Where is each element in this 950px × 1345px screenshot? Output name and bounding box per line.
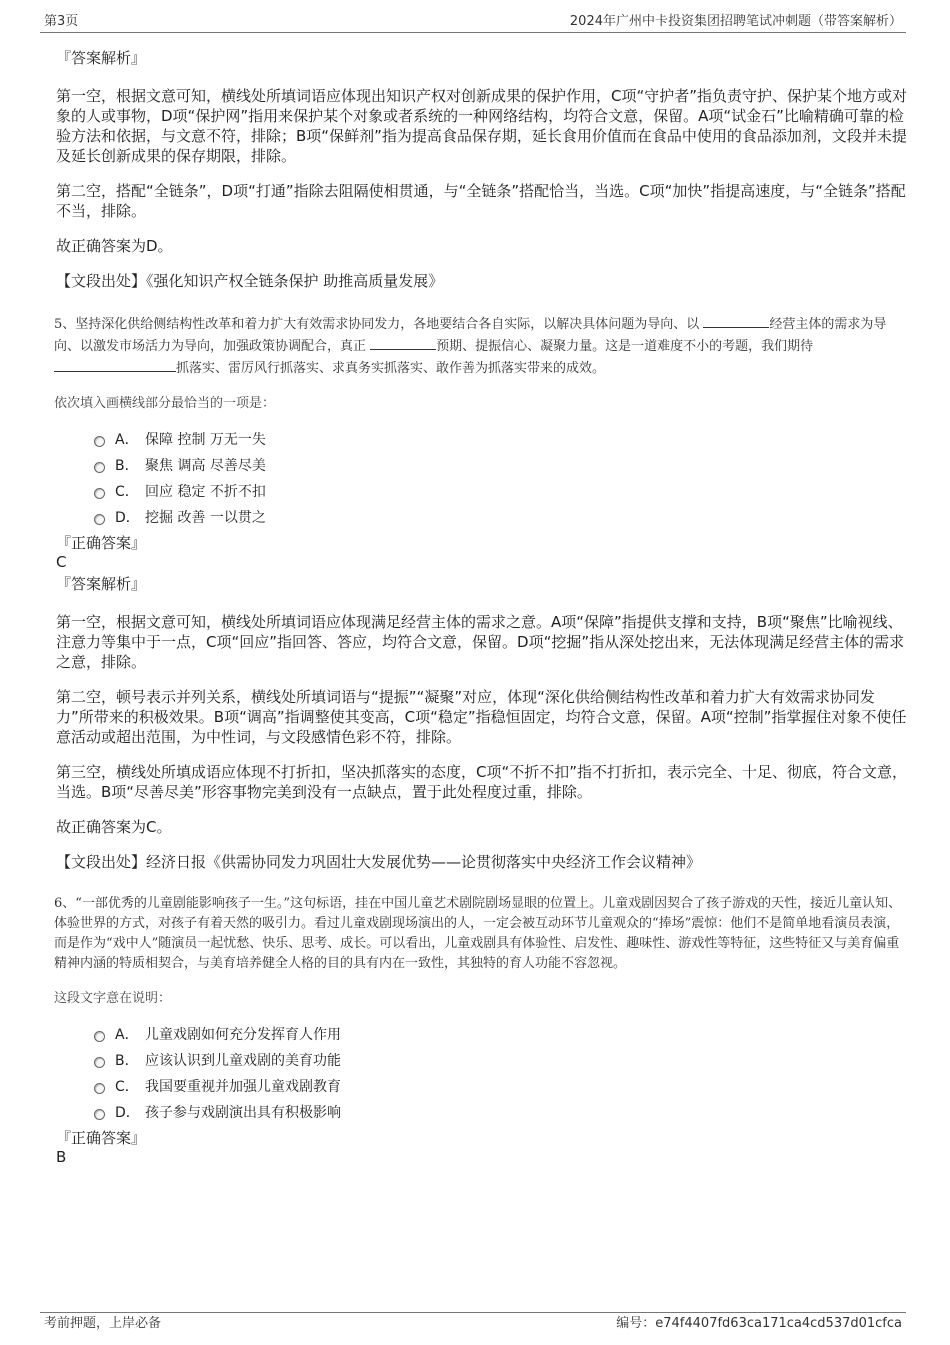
document-title: 2024年广州中卡投资集团招聘笔试冲刺题（带答案解析）	[569, 14, 902, 29]
question-6-prompt: 这段文字意在说明：	[54, 991, 172, 1006]
question-5-stem: 5、坚持深化供给侧结构性改革和着力扩大有效需求协同发力，各地要结合各自实际，以解决具体问题为导向、以 经营主体的需求为导向、以激发市场活力为导向，加强政策协调配合，真正 预期、提振信心、凝聚力量。这是一道难度不小的考题，我们期待 抓落实、雷厉风行抓落实、求真务实抓落实、敢作善为抓落实带来的成效。	[54, 313, 908, 379]
final-answer: 故正确答案为C。	[56, 818, 172, 836]
radio-icon[interactable]	[94, 488, 105, 499]
analysis-paragraph: 第三空，横线处所填成语应体现不打折扣，坚决抓落实的态度，C项“不折不扣”指不打折扣，表示完全、十足、彻底，符合文意，当选。B项“尽善尽美”形容事物完美到没有一点缺点，置于此处程度过重，排除。	[56, 763, 908, 801]
page-footer	[40, 1312, 906, 1333]
fill-blank-2	[370, 335, 436, 350]
radio-icon[interactable]	[94, 1109, 105, 1120]
question-5-options	[94, 426, 908, 530]
analysis-paragraph: 第二空，顿号表示并列关系，横线处所填词语与“提振”“凝聚”对应，体现“深化供给侧结构性改革和着力扩大有效需求协同发力”所带来的积极效果。B项“调高”指调整使其变高，C项“稳定”指稳恒固定，均符合文意，保留。A项“控制”指掌握住对象不使任意活动或超出范围，为中性词，与文段感情色彩不符，排除。	[56, 688, 907, 746]
document-code: 编号：e74f4407fd63ca171ca4cd537d01cfca	[616, 1316, 902, 1331]
document-body	[56, 48, 908, 1169]
analysis-label: 『答案解析』	[56, 49, 147, 67]
footer-slogan: 考前押题，上岸必备	[44, 1316, 162, 1331]
source-citation: 【文段出处】经济日报《供需协同发力巩固壮大发展优势——论贯彻落实中央经济工作会议精神》	[56, 853, 702, 871]
option-c[interactable]: C． 回应 稳定 不折不扣	[94, 478, 908, 504]
correct-answer-value: C	[56, 553, 67, 571]
radio-icon[interactable]	[94, 1031, 105, 1042]
source-citation: 【文段出处】《强化知识产权全链条保护 助推高质量发展》	[56, 272, 444, 290]
question-6-options	[94, 1021, 908, 1125]
analysis-paragraph: 第一空，根据文意可知，横线处所填词语应体现满足经营主体的需求之意。A项“保障”指提供支撑和支持，B项“聚焦”比喻视线、注意力等集中于一点，C项“回应”指回答、答应，均符合文意，保留。D项“挖掘”指从深处挖出来，无法体现满足经营主体的需求之意，排除。	[56, 613, 905, 671]
analysis-paragraph: 第一空，根据文意可知，横线处所填词语应体现出知识产权对创新成果的保护作用，C项“守护者”指负责守护、保护某个地方或对象的人或事物，D项“保护网”指用来保护某个对象或者系统的一种网络结构，均符合文意，保留。A项“试金石”比喻精确可靠的检验方法和依据，与文意不符，排除；B项“保鲜剂”指为提高食品保存期，延长食用价值而在食品中使用的食品添加剂，文段并未提及延长创新成果的保存期限，排除。	[56, 87, 908, 165]
question-6-stem: 6、“一部优秀的儿童剧能影响孩子一生。”这句标语，挂在中国儿童艺术剧院剧场显眼的位置上。儿童戏剧因契合了孩子游戏的天性，接近儿童认知、体验世界的方式，对孩子有着天然的吸引力。看过儿童戏剧现场演出的人，一定会被互动环节儿童观众的“捧场”震惊：他们不是简单地看演员表演，而是作为“戏中人”随演员一起忧愁、快乐、思考、成长。可以看出，儿童戏剧具有体验性、启发性、趣味性、游戏性等特征，这些特征又与美育偏重精神内涵的特质相契合，与美育培养健全人格的目的具有内在一致性，其独特的育人功能不容忽视。	[54, 896, 902, 971]
option-b[interactable]: B． 应该认识到儿童戏剧的美育功能	[94, 1047, 908, 1073]
radio-icon[interactable]	[94, 436, 105, 447]
fill-blank-3	[54, 357, 176, 372]
final-answer: 故正确答案为D。	[56, 237, 173, 255]
correct-answer-label: 『正确答案』	[56, 534, 147, 552]
radio-icon[interactable]	[94, 514, 105, 525]
radio-icon[interactable]	[94, 1083, 105, 1094]
option-d[interactable]: D． 挖掘 改善 一以贯之	[94, 504, 908, 530]
page-number: 第3页	[44, 14, 79, 29]
option-a[interactable]: A． 儿童戏剧如何充分发挥育人作用	[94, 1021, 908, 1047]
option-b[interactable]: B． 聚焦 调高 尽善尽美	[94, 452, 908, 478]
analysis-label: 『答案解析』	[56, 575, 147, 593]
page-header	[40, 12, 906, 33]
option-d[interactable]: D． 孩子参与戏剧演出具有积极影响	[94, 1099, 908, 1125]
correct-answer-label: 『正确答案』	[56, 1129, 147, 1147]
option-a[interactable]: A． 保障 控制 万无一失	[94, 426, 908, 452]
question-5-prompt: 依次填入画横线部分最恰当的一项是：	[54, 396, 276, 411]
analysis-paragraph: 第二空，搭配“全链条”，D项“打通”指除去阻隔使相贯通，与“全链条”搭配恰当，当选。C项“加快”指提高速度，与“全链条”搭配不当，排除。	[56, 182, 906, 220]
correct-answer-value: B	[56, 1148, 67, 1166]
radio-icon[interactable]	[94, 462, 105, 473]
fill-blank-1	[703, 313, 769, 328]
radio-icon[interactable]	[94, 1057, 105, 1068]
option-c[interactable]: C． 我国要重视并加强儿童戏剧教育	[94, 1073, 908, 1099]
